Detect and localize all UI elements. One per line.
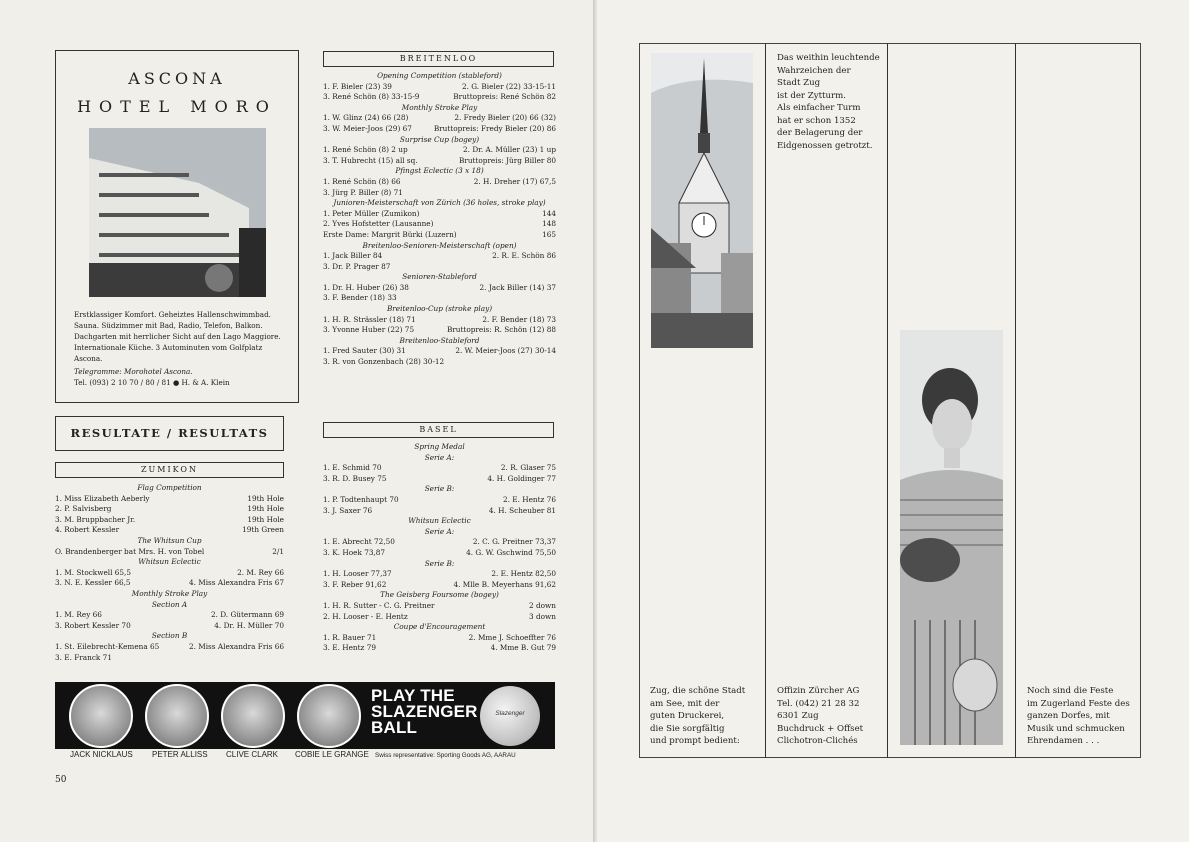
result-row [323,188,556,199]
competition-title: Monthly Stroke Play [401,102,478,112]
printer-text-line: Offizin Zürcher AG [777,686,860,696]
competition-title: Serie A: [424,526,455,536]
result-left: 3. Yvonne Huber (22) 75 [323,325,415,335]
competition-title: Pfingst Eclectic (3 x 18) [395,166,484,176]
competition-title: Whitsun Eclectic [138,557,201,567]
competition-title: The Whitsun Cup [137,535,202,545]
result-left: 1. Miss Elizabeth Aeberly [55,493,150,503]
breitenloo-header: BREITENLOO [323,51,554,67]
zug-text-line: die Sie sorgfältig [650,723,725,734]
result-left: 3. R. D. Busey 75 [323,473,387,483]
result-right: 4. Miss Alexandra Fris 67 [188,578,284,588]
right-page [597,0,1189,842]
result-right: 2. Fredy Bieler (20) 66 (32) [454,113,556,123]
result-row [55,547,284,558]
competition-title: Whitsun Eclectic [408,516,471,526]
result-row [323,113,556,124]
clock-tower-image [651,53,753,348]
result-left: 3. René Schön (8) 33-15-9 [323,92,420,102]
result-row [323,209,556,220]
result-right: 4. Mlle B. Meyerhans 91,62 [453,579,556,589]
result-row [323,643,556,654]
result-left: 1. Jack Biller 84 [323,251,383,261]
basel-results [323,442,556,654]
result-left: 3. E. Franck 71 [55,652,112,662]
zumikon-header: ZUMIKON [55,462,284,478]
result-row [323,569,556,580]
result-left: 2. Yves Hofstetter (Lausanne) [323,219,434,229]
result-left: O. Brandenberger bat Mrs. H. von Tobel [55,546,205,556]
competition-title: Flag Competition [137,483,202,492]
zug-text-line: am See, mit der [650,698,720,709]
hotel-moro-ad [55,50,299,403]
result-right: Bruttopreis: René Schön 82 [453,92,556,102]
result-row [323,325,556,336]
tower-text-line: Stadt Zug [777,78,821,88]
result-right: 2. Mme J. Schoeffter 76 [468,632,556,642]
result-right: 165 [542,229,556,239]
column-divider-3 [1015,43,1016,758]
zug-text-line: Zug, die schöne Stadt [650,686,746,696]
slazenger-headline: PLAY THE SLAZENGER BALL [371,686,478,737]
result-left: 1. W. Glinz (24) 66 (28) [323,113,409,123]
ad-title-hotel: HOTEL MORO [77,97,277,116]
result-right: 2. C. G. Preitner 73,37 [472,537,556,547]
zug-text-line: und prompt bedient: [650,736,740,746]
result-right: Bruttopreis: Fredy Bieler (20) 86 [433,123,556,133]
feste-caption [1027,685,1130,748]
tower-text-line: Das weithin leuchtende [777,53,880,63]
zug-caption [650,685,745,748]
result-left: 1. F. Bieler (23) 39 [323,81,392,91]
printer-text-line: Buchdruck + Offset [777,723,864,734]
result-left: 1. Fred Sauter (30) 31 [323,346,406,356]
zytturm-photo [651,53,753,348]
result-right: 148 [542,219,556,229]
result-left: Erste Dame: Margrit Bürki (Luzern) [323,229,457,239]
tower-text-line: hat er schon 1352 [777,115,856,126]
player-photo-nicklaus [69,684,133,748]
competition-title: Senioren-Stableford [402,272,477,282]
result-row [55,568,284,579]
result-left: 1. H. Looser 77,37 [323,569,392,579]
tower-text-line: Wahrzeichen der [777,65,851,76]
result-left: 3. K. Hoek 73,87 [323,547,386,557]
tower-text-line: Als einfacher Turm [777,103,861,113]
result-left: 3. E. Hentz 79 [323,643,377,653]
result-left: 3. Robert Kessler 70 [55,620,131,630]
player-name-4: COBIE LE GRANGE [295,750,369,759]
competition-title: The Geisberg Foursome (bogey) [380,590,499,600]
competition-title: Breitenloo-Senioren-Meisterschaft (open) [362,240,517,250]
printer-text-line: Tel. (042) 21 28 32 [777,698,860,709]
result-row [323,548,556,559]
result-left: 3. J. Saxer 76 [323,505,373,515]
result-right: 2. M. Rey 66 [237,567,284,577]
result-left: 3. M. Bruppbacher Jr. [55,514,136,524]
result-left: 3. F. Bender (18) 33 [323,293,397,303]
hotel-building-image [89,128,266,297]
competition-title: Section A [151,599,188,609]
hotel-description: Erstklassiger Komfort. Geheiztes Hallenschwimmbad. Sauna. Südzimmer mit Bad, Radio, Telefon, Balkon. Dachgarten mit herrlicher Sicht auf den Lago Maggiore. Internationale Küche. 3 Autominuten vom Golfplatz Ascona. [74,310,281,363]
result-left: 1. P. Todtenhaupt 70 [323,494,399,504]
competition-title: Breitenloo-Stableford [399,335,480,345]
result-right: 4. Mme B. Gut 79 [490,643,556,653]
result-left: 1. St. Eilebrecht-Kemena 65 [55,641,160,651]
feste-text-line: Noch sind die Feste [1027,686,1114,696]
result-row [323,124,556,135]
result-right: 2. Miss Alexandra Fris 66 [188,641,284,651]
result-row [323,177,556,188]
hotel-phone: Tel. (093) 2 10 70 / 80 / 81 ● H. & A. Klein [74,378,230,387]
result-right: 19th Green [242,525,284,535]
result-row [323,262,556,273]
result-row [323,357,556,368]
result-left: 1. René Schön (8) 2 up [323,145,408,155]
result-left: 4. Robert Kessler [55,525,120,535]
result-row [323,283,556,294]
competition-title: Surprise Cup (bogey) [399,134,480,144]
result-row [55,578,284,589]
zumikon-results [55,483,284,663]
tower-text-line: ist der Zytturm. [777,90,847,101]
player-photo-clark [221,684,285,748]
result-left: 3. Jürg P. Biller (8) 71 [323,187,403,197]
competition-title: Coupe d'Encouragement [393,622,486,632]
result-left: 1. R. Bauer 71 [323,632,377,642]
result-left: 1. M. Rey 66 [55,610,102,620]
result-right: 4. H. Goldinger 77 [487,473,556,483]
result-left: 1. Peter Müller (Zumikon) [323,208,420,218]
basel-header: BASEL [323,422,554,438]
ad-title-ascona: ASCONA [128,69,226,88]
player-name-2: PETER ALLISS [152,750,208,759]
result-right: 144 [542,208,556,218]
printer-text-line: 6301 Zug [777,711,819,721]
column-divider-2 [887,43,888,758]
result-row [55,653,284,664]
competition-title: Section B [151,631,188,641]
competition-title: Junioren-Meisterschaft von Zürich (36 holes, stroke play) [333,198,546,208]
result-left: 3. W. Meier-Joos (29) 67 [323,123,412,133]
result-left: 3. Dr. P. Prager 87 [323,261,391,271]
result-right: 4. H. Scheuber 81 [488,505,556,515]
result-right: 19th Hole [247,493,284,503]
player-photo-legrange [297,684,361,748]
result-right: 4. Dr. H. Müller 70 [214,620,284,630]
result-row [323,612,556,623]
result-left: 1. René Schön (8) 66 [323,176,401,186]
result-row [323,580,556,591]
result-right: 2. G. Bieler (22) 33-15-11 [461,81,556,91]
golf-ball-image [480,686,540,746]
result-left: 3. R. von Gonzenbach (28) 30-12 [323,357,445,367]
result-right: 2. W. Meier-Joos (27) 30-14 [455,346,556,356]
competition-title: Serie B: [424,558,455,568]
result-row [323,145,556,156]
woman-with-flowers-image [900,330,1003,745]
tower-text-line: der Belagerung der [777,128,863,138]
result-right: 19th Hole [247,514,284,524]
player-photo-alliss [145,684,209,748]
result-left: 1. H. R. Strässler (18) 71 [323,314,416,324]
result-left: 1. Dr. H. Huber (26) 38 [323,282,409,292]
result-row [323,474,556,485]
competition-title: Spring Medal [414,442,465,451]
result-right: 2. Jack Biller (14) 37 [479,282,556,292]
result-row [323,633,556,644]
hotel-telegram: Telegramme: Morohotel Ascona. [74,367,193,376]
result-row [323,537,556,548]
result-right: 2. E. Hentz 76 [502,494,556,504]
result-row [55,621,284,632]
feste-text-line: Ehrendamen . . . [1027,736,1100,746]
result-row [323,230,556,241]
player-name-3: CLIVE CLARK [226,750,279,759]
result-right: Bruttopreis: R. Schön (12) 88 [446,325,556,335]
result-right: 19th Hole [247,504,284,514]
result-right: 3 down [529,611,556,621]
slazenger-ad-banner [55,682,555,749]
column-divider-1 [765,43,766,758]
feste-text-line: im Zugerland Feste des [1027,698,1130,709]
result-left: 3. F. Reber 91,62 [323,579,387,589]
result-right: 2. E. Hentz 82,50 [491,569,556,579]
result-left: 1. E. Schmid 70 [323,463,382,473]
swiss-representative: Swiss representative: Sporting Goods AG, AARAU [375,752,516,759]
results-title: RESULTATE / RESULTATS [55,416,284,451]
ehrendame-photo [900,330,1003,745]
result-row [55,515,284,526]
result-row [323,92,556,103]
hotel-photo [89,128,266,297]
result-right: 2. R. Glaser 75 [500,463,556,473]
result-left: 3. T. Hubrecht (15) all sq. [323,155,418,165]
printer-contact [777,685,863,748]
competition-title: Opening Competition (stableford) [377,71,502,80]
player-name-1: JACK NICKLAUS [70,750,133,759]
result-right: 2. H. Dreher (17) 67,5 [473,176,556,186]
result-row [323,463,556,474]
competition-title: Monthly Stroke Play [131,588,208,598]
competition-title: Serie B: [424,484,455,494]
result-row [55,494,284,505]
result-row [55,504,284,515]
zytturm-caption [777,52,880,152]
result-row [55,642,284,653]
result-right: 2. D. Gütermann 69 [210,610,284,620]
result-right: 2. R. E. Schön 86 [492,251,556,261]
ball-brand: Slazenger [495,710,525,717]
result-row [323,346,556,357]
result-left: 2. P. Salvisberg [55,504,112,514]
result-right: 2/1 [272,546,284,556]
competition-title: Serie A: [424,452,455,462]
feste-text-line: Musik und schmucken [1027,723,1125,734]
result-left: 1. E. Abrecht 72,50 [323,537,395,547]
result-right: 2. Dr. A. Müller (23) 1 up [463,145,556,155]
tower-text-line: Eidgenossen getrotzt. [777,140,873,151]
result-row [55,610,284,621]
result-row [55,525,284,536]
breitenloo-results [323,71,556,368]
zug-text-line: guten Druckerei, [650,711,725,721]
result-row [323,219,556,230]
result-row [323,315,556,326]
result-left: 1. M. Stockwell 65,5 [55,567,132,577]
result-right: Bruttopreis: Jürg Biller 80 [458,155,556,165]
result-row [323,156,556,167]
page-number: 50 [55,775,67,785]
result-row [323,495,556,506]
feste-text-line: ganzen Dorfes, mit [1027,711,1110,721]
result-row [323,601,556,612]
result-row [323,506,556,517]
result-left: 2. H. Looser - E. Hentz [323,611,408,621]
result-right: 4. G. W. Gschwind 75,50 [466,547,556,557]
result-row [323,251,556,262]
result-right: 2. F. Bender (18) 73 [482,314,556,324]
printer-text-line: Clichotron-Clichés [777,736,858,746]
competition-title: Breitenloo-Cup (stroke play) [386,304,493,314]
result-row [323,82,556,93]
result-row [323,293,556,304]
result-left: 3. N. E. Kessler 66,5 [55,578,131,588]
result-right: 2 down [529,600,556,610]
result-left: 1. H. R. Sutter - C. G. Preitner [323,600,435,610]
